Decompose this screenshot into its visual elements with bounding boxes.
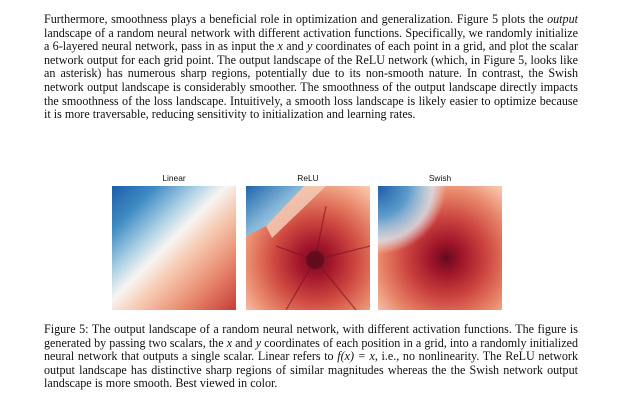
caption-text-1: Figure 5: The output landscape of a random neural network, with different activation functions. The figure is generated by passing two scalars, the — [44, 322, 578, 350]
paragraph-text-4: coordinates of each point in a grid, and plot the scalar network output for each grid point. The output landscape of the ReLU network (which, in Figure 5, looks like an asterisk) has numerous sharp regions, potentially due to its non-smooth nature. In contrast, the Swish network output landscape is considerably smoother. The smoothness of the output landscape directly impacts the smoothness of the loss landscape. Intuitively, a smooth loss landscape is likely easier to optimize because it is more traversable, reducing sensitivity to initialization and learning rates. — [44, 39, 578, 122]
body-paragraph — [44, 13, 578, 122]
linear-landscape-heatmap — [112, 186, 236, 310]
figure-caption — [44, 323, 578, 391]
caption-text-3: coordinates of each position in a grid, into a randomly initialized neural network that outputs a single scalar. Linear refers to — [44, 335, 579, 364]
panel-title-linear: Linear — [162, 173, 186, 183]
paragraph-text-2: landscape of a random neural network with different activation functions. Specifically, we randomly initialize a 6-layered neural network, pass in as input the — [44, 25, 578, 54]
relu-landscape-heatmap — [246, 186, 370, 310]
caption-text-2: and — [232, 335, 256, 350]
figure-5 — [0, 172, 622, 322]
paragraph-text-3: and — [282, 39, 307, 54]
panel-linear — [112, 172, 236, 184]
panel-title-swish: Swish — [428, 173, 452, 183]
panel-title-relu: ReLU — [297, 173, 319, 183]
panel-swish — [378, 172, 502, 184]
swish-landscape-heatmap — [378, 186, 502, 310]
panel-relu — [246, 172, 370, 184]
linear-gradient-field — [112, 186, 236, 310]
paragraph-var-x: x — [277, 39, 283, 54]
relu-peak — [306, 251, 324, 269]
paragraph-emphasis-output: output — [547, 12, 578, 26]
caption-var-x: x — [226, 335, 233, 350]
caption-text-4: , i.e., no nonlinearity. The ReLU network output landscape has distinctive sharp regions of similar magnitudes whereas the the Swish network output landscape is more smooth. Best viewed in color. — [44, 349, 579, 391]
caption-var-y: y — [255, 335, 262, 350]
caption-formula: f(x) = x — [337, 349, 375, 364]
swish-blue-corner — [378, 186, 502, 310]
paragraph-var-y: y — [306, 39, 313, 54]
paragraph-text-1: Furthermore, smoothness plays a beneficial role in optimization and generalization. Figure 5 plots the — [44, 12, 548, 26]
